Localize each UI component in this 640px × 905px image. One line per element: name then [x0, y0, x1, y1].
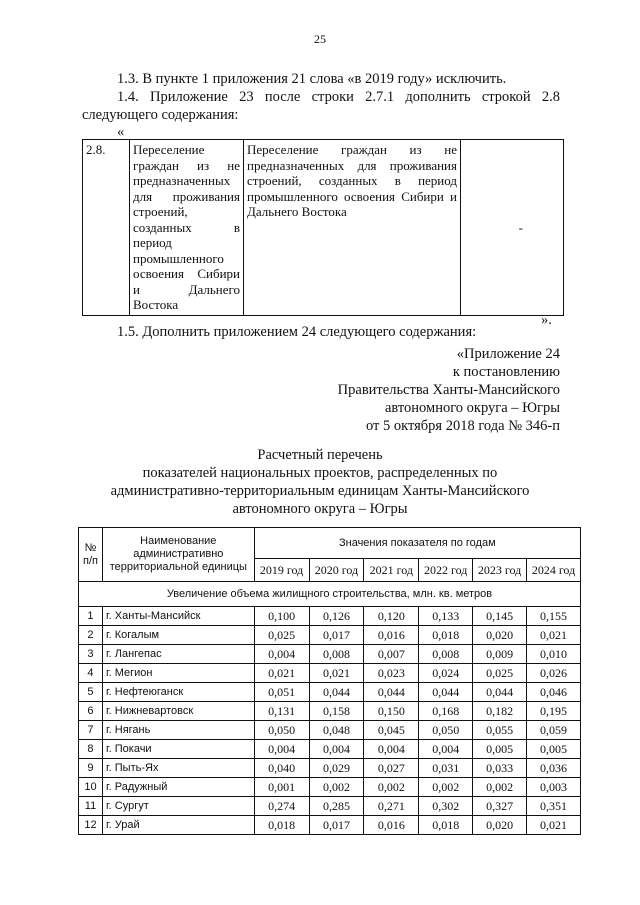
value-cell: 0,008 [419, 645, 473, 664]
territory-name: г. Сургут [102, 797, 254, 816]
value-cell: 0,002 [309, 778, 364, 797]
value-cell: 0,055 [473, 721, 527, 740]
value-cell: 0,016 [364, 816, 419, 835]
row-number: 7 [79, 721, 103, 740]
empty-value-cell: - [461, 140, 564, 316]
territory-name: г. Нижневартовск [102, 702, 254, 721]
row-number: 3 [79, 645, 103, 664]
value-cell: 0,050 [419, 721, 473, 740]
row-number: 9 [79, 759, 103, 778]
value-cell: 0,018 [419, 816, 473, 835]
header-year-2023: 2023 год [473, 559, 527, 582]
header-year-2020: 2020 год [309, 559, 364, 582]
value-cell: 0,021 [527, 816, 581, 835]
row-number: 12 [79, 816, 103, 835]
value-cell: 0,327 [473, 797, 527, 816]
value-cell: 0,131 [254, 702, 309, 721]
row-number: 1 [79, 607, 103, 626]
table-row [79, 702, 581, 721]
value-cell: 0,044 [309, 683, 364, 702]
value-cell: 0,017 [309, 626, 364, 645]
value-cell: 0,100 [254, 607, 309, 626]
table-row [79, 816, 581, 835]
territory-name: г. Нягань [102, 721, 254, 740]
table-row [79, 759, 581, 778]
header-territory-name: Наименование административно территориальной единицы [102, 528, 254, 582]
heading-line-2: показателей национальных проектов, распределенных по [142, 465, 498, 481]
appendix-line-1: «Приложение 24 [456, 346, 560, 362]
territory-name: г. Лангепас [102, 645, 254, 664]
paragraph-1-3: 1.3. В пункте 1 приложения 21 слова «в 2019 году» исключить. [117, 71, 507, 87]
heading-title: Расчетный перечень [257, 447, 383, 463]
value-cell: 0,020 [473, 626, 527, 645]
table-body [79, 607, 581, 835]
territory-name: г. Урай [102, 816, 254, 835]
header-year-2022: 2022 год [419, 559, 473, 582]
value-cell: 0,120 [364, 607, 419, 626]
heading-line-4: автономного округа – Югры [232, 501, 408, 517]
value-cell: 0,003 [527, 778, 581, 797]
value-cell: 0,027 [364, 759, 419, 778]
opening-quote: « [117, 124, 125, 140]
appendix-line-2: к постановлению [452, 364, 560, 380]
value-cell: 0,182 [473, 702, 527, 721]
value-cell: 0,302 [419, 797, 473, 816]
value-cell: 0,004 [254, 645, 309, 664]
value-cell: 0,018 [419, 626, 473, 645]
value-cell: 0,002 [473, 778, 527, 797]
value-cell: 0,168 [419, 702, 473, 721]
value-cell: 0,155 [527, 607, 581, 626]
value-cell: 0,048 [309, 721, 364, 740]
header-year-2021: 2021 год [364, 559, 419, 582]
value-cell: 0,004 [419, 740, 473, 759]
value-cell: 0,045 [364, 721, 419, 740]
value-cell: 0,040 [254, 759, 309, 778]
table-row [79, 778, 581, 797]
value-cell: 0,036 [527, 759, 581, 778]
territory-name: г. Нефтеюганск [102, 683, 254, 702]
row-number: 2 [79, 626, 103, 645]
appendix-line-5: от 5 октября 2018 года № 346-п [365, 418, 560, 434]
row-number: 11 [79, 797, 103, 816]
header-year-2024: 2024 год [527, 559, 581, 582]
value-cell: 0,002 [364, 778, 419, 797]
value-cell: 0,025 [473, 664, 527, 683]
table-row [79, 607, 581, 626]
value-cell: 0,050 [254, 721, 309, 740]
paragraph-1-4-line-2: следующего содержания: [82, 107, 239, 123]
value-cell: 0,005 [527, 740, 581, 759]
value-cell: 0,351 [527, 797, 581, 816]
page-number: 25 [314, 32, 326, 46]
header-row-number: № п/п [79, 528, 103, 582]
table-row [79, 721, 581, 740]
header-values-by-year: Значения показателя по годам [254, 528, 580, 559]
value-cell: 0,145 [473, 607, 527, 626]
value-cell: 0,046 [527, 683, 581, 702]
value-cell: 0,004 [309, 740, 364, 759]
row-number: 5 [79, 683, 103, 702]
value-cell: 0,008 [309, 645, 364, 664]
closing-quote: ». [541, 312, 552, 328]
appendix-line-4: автономного округа – Югры [384, 400, 560, 416]
value-cell: 0,025 [254, 626, 309, 645]
value-cell: 0,044 [419, 683, 473, 702]
table-row [79, 645, 581, 664]
territory-name: г. Ханты-Мансийск [102, 607, 254, 626]
value-cell: 0,026 [527, 664, 581, 683]
territory-name: г. Когалым [102, 626, 254, 645]
value-cell: 0,005 [473, 740, 527, 759]
value-cell: 0,195 [527, 702, 581, 721]
header-year-2019: 2019 год [254, 559, 309, 582]
value-cell: 0,016 [364, 626, 419, 645]
table-row [79, 664, 581, 683]
paragraph-1-5: 1.5. Дополнить приложением 24 следующего содержания: [117, 324, 477, 340]
territory-name: г. Радужный [102, 778, 254, 797]
value-cell: 0,044 [473, 683, 527, 702]
event-name-cell: Переселение граждан из не предназначенных для проживания строений, созданных в период промышленного освоения Сибири и Дальнего Востока [130, 140, 244, 316]
territory-name: г. Покачи [102, 740, 254, 759]
row-number: 10 [79, 778, 103, 797]
value-cell: 0,126 [309, 607, 364, 626]
value-cell: 0,009 [473, 645, 527, 664]
value-cell: 0,007 [364, 645, 419, 664]
heading-line-3: административно-территориальным единицам Ханты-Мансийского [110, 483, 530, 499]
value-cell: 0,010 [527, 645, 581, 664]
value-cell: 0,018 [254, 816, 309, 835]
table-row [79, 626, 581, 645]
territory-name: г. Мегион [102, 664, 254, 683]
value-cell: 0,150 [364, 702, 419, 721]
territory-name: г. Пыть-Ях [102, 759, 254, 778]
value-cell: 0,044 [364, 683, 419, 702]
value-cell: 0,051 [254, 683, 309, 702]
value-cell: 0,024 [419, 664, 473, 683]
row-number: 4 [79, 664, 103, 683]
value-cell: 0,029 [309, 759, 364, 778]
value-cell: 0,059 [527, 721, 581, 740]
value-cell: 0,002 [419, 778, 473, 797]
event-description-cell: Переселение граждан из не предназначенных для проживания строений, созданных в период промышленного освоения Сибири и Дальнего Востока [244, 140, 461, 316]
value-cell: 0,023 [364, 664, 419, 683]
table-row [79, 797, 581, 816]
appendix-line-3: Правительства Ханты-Мансийского [337, 382, 560, 398]
value-cell: 0,017 [309, 816, 364, 835]
value-cell: 0,020 [473, 816, 527, 835]
indicators-table [78, 527, 581, 835]
value-cell: 0,001 [254, 778, 309, 797]
value-cell: 0,271 [364, 797, 419, 816]
value-cell: 0,004 [254, 740, 309, 759]
value-cell: 0,004 [364, 740, 419, 759]
paragraph-1-4-line-1: 1.4. Приложение 23 после строки 2.7.1 дополнить строкой 2.8 [117, 89, 560, 105]
table-row [79, 740, 581, 759]
value-cell: 0,158 [309, 702, 364, 721]
row-2-8-table [82, 139, 564, 316]
value-cell: 0,021 [254, 664, 309, 683]
value-cell: 0,021 [309, 664, 364, 683]
table-row [83, 140, 564, 316]
value-cell: 0,021 [527, 626, 581, 645]
value-cell: 0,033 [473, 759, 527, 778]
row-number: 6 [79, 702, 103, 721]
table-row [79, 683, 581, 702]
row-number-cell: 2.8. [83, 140, 130, 316]
row-number: 8 [79, 740, 103, 759]
value-cell: 0,285 [309, 797, 364, 816]
value-cell: 0,274 [254, 797, 309, 816]
value-cell: 0,133 [419, 607, 473, 626]
section-title: Увеличение объема жилищного строительства, млн. кв. метров [79, 582, 581, 607]
value-cell: 0,031 [419, 759, 473, 778]
